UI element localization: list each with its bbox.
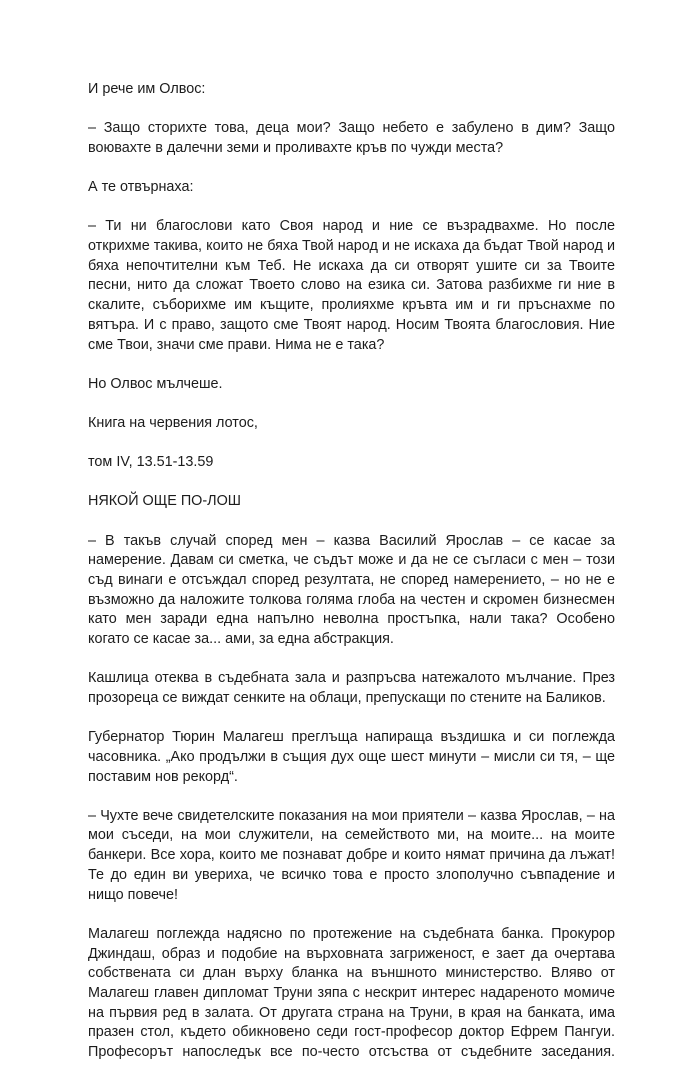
paragraph-olvos-silent: Но Олвос мълчеше. [88,375,223,392]
epigraph-source-title: Книга на червения лотос, [88,414,258,431]
paragraph-yaroslav-speech: – В такъв случай според мен – казва Василий Ярослав – се касае за намерение. Давам си сметка, че съдът може и да не се съгласи с мен – този съд винаги е отсъждал според резултата, не според намерението, – но не е възможно да наложите толкова голяма глоба на честен и скромен бизнесмен като мен заради една напълно неволна простъпка, нали така? Особено когато се касае за... ами, за една абстракция. [88,532,615,648]
document-body [88,80,615,1082]
paragraph-reply-intro: А те отвърнаха: [88,179,194,196]
paragraph-court-bench: Малагеш поглежда надясно по протежение на съдебната банка. Прокурор Джиндаш, образ и подобие на върховната загриженост, е зает да очертава собствената си длан върху бланка на външното министерство. Вляво от Малагеш главен дипломат Труни зяпа с нескрит интерес надареното момиче на първия ред в залата. От другата страна на Труни, в края на банката, има празен стол, където обикновено седи гост-професор доктор Ефрем Пангуи. Професорът напоследък все по-често отсъства от съдебните заседания. [88,925,615,1061]
chapter-heading: НЯКОЙ ОЩЕ ПО-ЛОШ [88,493,241,510]
paragraph-people-reply: – Ти ни благослови като Своя народ и ние се възрадвахме. Но после открихме такива, които не бяха Твой народ и не искаха да бъдат Твой народ и бяха непочтителни към Теб. Не искаха да си отворят ушите си за Твоите песни, нито да сложат Твоето слово на езика си. Затова разбихме ги ние в скалите, съборихме им къщите, пролияхме кръвта им и ги пръснахме по вятъра. И с право, защото сме Твоят народ. Носим Твоята благословия. Ние сме Твои, значи сме прави. Нима не е така? [88,218,615,353]
paragraph-olvos-question: – Защо сторихте това, деца мои? Защо небето е забулено в дим? Защо воювахте в далечни земи и проливахте кръв по чужди места? [88,120,615,156]
paragraph-yaroslav-witnesses: – Чухте вече свидетелските показания на мои приятели – казва Ярослав, – на мои съседи, на мои служители, на семейството ми, на моите... на моите банкери. Все хора, които ме познават добре и които нямат причина да лъжат! Те до един ви увериха, че всичко това е просто злополучно съвпадение и нищо повече! [88,807,615,903]
epigraph-source-volume: том IV, 13.51-13.59 [88,454,214,471]
paragraph-malagesh-watch: Губернатор Тюрин Малагеш преглъща напираща въздишка и си поглежда часовника. „Ако продължи в същия дух още шест минути – мисли си тя, – ще поставим нов рекорд“. [88,729,615,785]
paragraph-dialogue-intro: И рече им Олвос: [88,81,206,97]
paragraph-courtroom: Кашлица отеква в съдебната зала и разпръсва натежалото мълчание. През прозореца се виждат сенките на облаци, препускащи по стените на Баликов. [88,670,615,706]
